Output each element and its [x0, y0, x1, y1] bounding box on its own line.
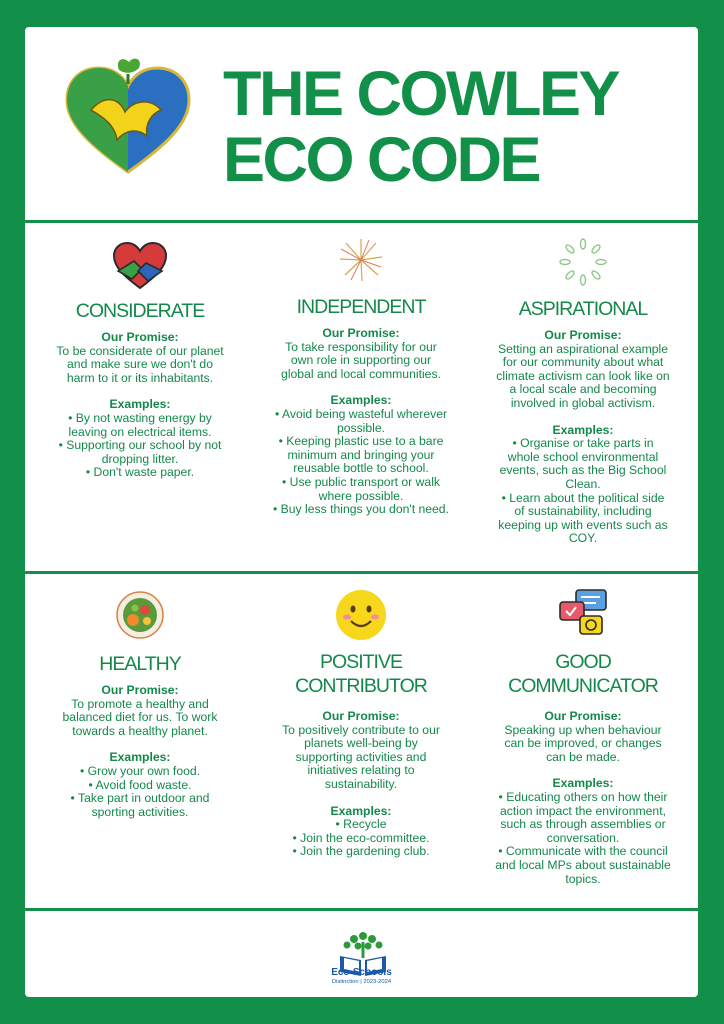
promise-line: sustainability. — [324, 776, 398, 791]
promise-label: Our Promise: — [322, 326, 400, 340]
promise-line: balanced diet for us. To work — [62, 710, 218, 725]
promise-line: and make sure we don't do — [67, 357, 213, 372]
promise-line: can be improved, or changes — [504, 736, 662, 751]
footer-panel — [25, 911, 698, 997]
heading-line: HEALTHY — [99, 653, 181, 675]
promise-label: Our Promise: — [544, 709, 622, 723]
promise-line: To promote a healthy and — [71, 696, 209, 711]
smiley-face-icon — [334, 588, 388, 642]
example-line: • Take part in outdoor and — [70, 791, 210, 806]
promise-line: for our community about what — [502, 355, 664, 370]
promise-label: Our Promise: — [101, 330, 179, 344]
promise-line: can be made. — [546, 749, 620, 764]
example-line: of sustainability, including — [514, 504, 652, 519]
value-body — [254, 710, 468, 859]
promise-line: climate activism can look like on — [496, 368, 670, 383]
example-line: whole school environmental — [507, 449, 659, 464]
example-line: minimum and bringing your — [287, 447, 435, 462]
example-line: Clean. — [565, 476, 601, 491]
heading-line: CONTRIBUTOR — [295, 675, 427, 697]
heading-line: GOOD — [555, 651, 611, 673]
example-line: • By not wasting energy by — [68, 410, 212, 425]
title-line-2: ECO CODE — [223, 125, 540, 195]
promise-label: Our Promise: — [544, 328, 622, 342]
examples-label: Examples: — [109, 397, 171, 412]
salad-bowl-icon — [115, 590, 165, 640]
example-line: where possible. — [318, 488, 404, 503]
example-line: • Learn about the political side — [501, 490, 665, 505]
promise-line: a local scale and becoming — [509, 382, 657, 397]
heart-crest-icon — [61, 54, 195, 184]
example-line: action impact the environment, — [500, 803, 666, 818]
promise-line: supporting activities and — [295, 749, 427, 764]
promise-line: To positively contribute to our — [282, 722, 440, 737]
promise-line: To be considerate of our planet — [56, 343, 224, 358]
example-line: • Keeping plastic use to a bare — [278, 434, 444, 449]
example-line: possible. — [336, 420, 386, 435]
promise-line: planets well-being by — [304, 736, 418, 751]
heart-hands-icon — [112, 241, 168, 291]
firework-icon — [336, 235, 386, 285]
example-line: events, such as the Big School — [499, 463, 667, 478]
eco-schools-award: Distinction | 2023-2024 — [331, 979, 392, 985]
example-line: • Recycle — [335, 817, 387, 832]
promise-line: harm to it or its inhabitants. — [66, 370, 214, 385]
example-line: • Supporting our school by not — [58, 438, 222, 453]
heading-line: ASPIRATIONAL — [518, 298, 648, 320]
example-line: topics. — [565, 871, 601, 886]
promise-line: own role in supporting our — [290, 353, 432, 368]
example-line: reusable bottle to school. — [293, 461, 429, 476]
value-heading — [476, 650, 690, 698]
examples-label: Examples: — [109, 750, 171, 765]
value-body — [476, 710, 690, 886]
values-row-1 — [25, 223, 698, 571]
page-title — [223, 61, 643, 193]
heading-line: POSITIVE — [320, 651, 402, 673]
example-line: COY. — [568, 531, 598, 546]
promise-line: involved in global activism. — [510, 395, 656, 410]
title-line-1: THE COWLEY — [223, 59, 618, 129]
value-body — [33, 331, 247, 480]
promise-line: Speaking up when behaviour — [504, 722, 662, 737]
promise-line: global and local communities. — [281, 366, 441, 381]
value-heading — [254, 295, 468, 319]
example-line: • Use public transport or walk — [281, 474, 441, 489]
value-body — [254, 327, 468, 517]
values-row-2 — [25, 574, 698, 908]
example-line: • Buy less things you don't need. — [273, 502, 449, 517]
value-heading — [254, 650, 468, 698]
example-line: sporting activities. — [91, 804, 189, 819]
example-line: • Avoid food waste. — [88, 777, 192, 792]
chat-bubbles-icon — [556, 588, 610, 640]
examples-label: Examples: — [330, 803, 392, 818]
promise-line: Setting an aspirational example — [497, 341, 669, 356]
example-line: • Join the eco-committee. — [292, 830, 430, 845]
promise-line: initiatives relating to — [307, 763, 415, 778]
heading-line: CONSIDERATE — [75, 300, 205, 322]
value-heading — [476, 297, 690, 321]
eco-schools-logo — [25, 911, 698, 997]
promise-label: Our Promise: — [322, 709, 400, 723]
example-line: dropping litter. — [101, 451, 179, 466]
promise-line: towards a healthy planet. — [72, 723, 208, 738]
examples-label: Examples: — [552, 776, 614, 791]
example-line: • Don't waste paper. — [85, 465, 195, 480]
examples-label: Examples: — [330, 393, 392, 408]
value-heading — [33, 299, 247, 323]
example-line: leaving on electrical items. — [68, 424, 212, 439]
example-line: • Educating others on how their — [498, 789, 668, 804]
example-line: keeping up with events such as — [498, 517, 668, 532]
heading-line: COMMUNICATOR — [508, 675, 658, 697]
example-line: • Join the gardening club. — [292, 844, 430, 859]
example-line: • Communicate with the council — [498, 844, 668, 859]
sparkle-icon — [558, 237, 608, 287]
promise-line: To take responsibility for our — [285, 339, 437, 354]
example-line: • Organise or take parts in — [512, 436, 654, 451]
heading-line: INDEPENDENT — [296, 296, 426, 318]
value-body — [476, 329, 690, 546]
example-line: • Avoid being wasteful wherever — [274, 406, 448, 421]
example-line: and local MPs about sustainable — [495, 857, 671, 872]
header-panel — [25, 27, 698, 220]
value-body — [33, 684, 247, 819]
example-line: conversation. — [546, 830, 620, 845]
examples-label: Examples: — [552, 422, 614, 437]
eco-schools-name: Eco-Schools — [331, 967, 392, 978]
example-line: such as through assemblies or — [500, 817, 666, 832]
promise-label: Our Promise: — [101, 683, 179, 697]
value-heading — [33, 652, 247, 676]
example-line: • Grow your own food. — [79, 763, 201, 778]
